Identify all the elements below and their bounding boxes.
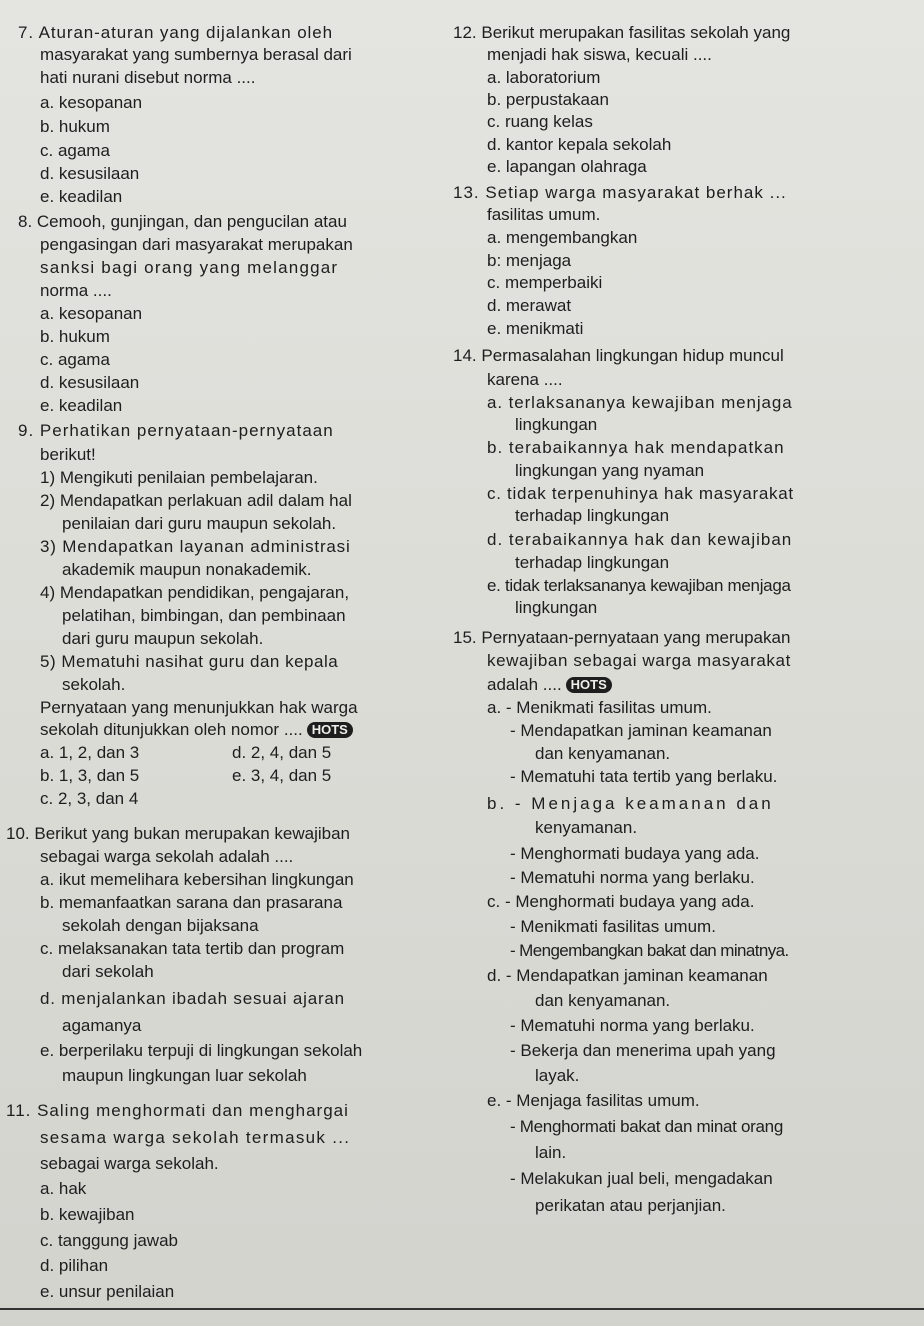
q15-option-b-1: b. - Menjaga keamanan dan <box>487 794 774 813</box>
q14-option-c-1: c. tidak terpenuhinya hak masyarakat <box>487 484 794 503</box>
q13-option-b: b: menjaga <box>487 251 572 270</box>
q9-statement-4c: dari guru maupun sekolah. <box>62 629 264 648</box>
q7-option-c: c. agama <box>40 141 110 160</box>
q10-stem-2: sebagai warga sekolah adalah .... <box>40 847 294 866</box>
q9-option-d: d. 2, 4, dan 5 <box>232 743 332 762</box>
q15-option-b-3: - Menghormati budaya yang ada. <box>510 844 760 863</box>
hots-badge: HOTS <box>566 677 612 693</box>
q15-stem-2: kewajiban sebagai warga masyarakat <box>487 651 791 670</box>
bottom-divider <box>0 1308 924 1310</box>
q15-stem-3-text: adalah .... <box>487 675 562 694</box>
q13-option-e: e. menikmati <box>487 319 584 338</box>
q9-statement-5a: 5) Mematuhi nasihat guru dan kepala <box>40 652 339 671</box>
q15-option-c-3: - Mengembangkan bakat dan minatnya. <box>510 941 789 960</box>
q15-option-d-4: - Bekerja dan menerima upah yang <box>510 1041 776 1060</box>
q8-option-b: b. hukum <box>40 327 110 346</box>
q8-option-e: e. keadilan <box>40 396 123 415</box>
q14-stem-2: karena .... <box>487 370 563 389</box>
q9-statement-5b: sekolah. <box>62 675 126 694</box>
q10-option-d-1: d. menjalankan ibadah sesuai ajaran <box>40 989 345 1008</box>
q12-option-b: b. perpustakaan <box>487 90 609 109</box>
q9-option-b: b. 1, 3, dan 5 <box>40 766 140 785</box>
q11-option-c: c. tanggung jawab <box>40 1231 178 1250</box>
q9-prompt-2 <box>40 720 353 740</box>
q8-stem-1: 8. Cemooh, gunjingan, dan pengucilan atau <box>18 212 347 231</box>
q10-option-c-1: c. melaksanakan tata tertib dan program <box>40 939 345 958</box>
q8-stem-4: norma .... <box>40 281 112 300</box>
q11-option-e: e. unsur penilaian <box>40 1282 175 1301</box>
q9-statement-3b: akademik maupun nonakademik. <box>62 560 312 579</box>
q7-option-e: e. keadilan <box>40 187 123 206</box>
q12-option-a: a. laboratorium <box>487 68 601 87</box>
q14-option-a-2: lingkungan <box>515 415 598 434</box>
q8-option-d: d. kesusilaan <box>40 373 140 392</box>
q12-option-d: d. kantor kepala sekolah <box>487 135 672 154</box>
q11-stem-1: 11. Saling menghormati dan menghargai <box>6 1101 349 1120</box>
q14-stem-1: 14. Permasalahan lingkungan hidup muncul <box>453 346 784 365</box>
q9-prompt-2-text: sekolah ditunjukkan oleh nomor .... <box>40 720 303 739</box>
q15-option-e-3: lain. <box>535 1143 567 1162</box>
q12-option-e: e. lapangan olahraga <box>487 157 647 176</box>
q9-option-a: a. 1, 2, dan 3 <box>40 743 140 762</box>
q13-option-d: d. merawat <box>487 296 572 315</box>
q12-option-c: c. ruang kelas <box>487 112 593 131</box>
q9-statement-4a: 4) Mendapatkan pendidikan, pengajaran, <box>40 583 350 602</box>
q8-stem-3: sanksi bagi orang yang melanggar <box>40 258 339 277</box>
q14-option-a-1: a. terlaksananya kewajiban menjaga <box>487 393 793 412</box>
q10-option-b-2: sekolah dengan bijaksana <box>62 916 259 935</box>
q9-statement-1: 1) Mengikuti penilaian pembelajaran. <box>40 468 318 487</box>
q11-stem-2: sesama warga sekolah termasuk ... <box>40 1128 351 1147</box>
q10-option-e-1: e. berperilaku terpuji di lingkungan sekolah <box>40 1041 363 1060</box>
q9-stem-2: berikut! <box>40 445 96 464</box>
q15-option-a-1: a. - Menikmati fasilitas umum. <box>487 698 712 717</box>
q7-stem-1: 7. Aturan-aturan yang dijalankan oleh <box>18 23 333 42</box>
q11-stem-3: sebagai warga sekolah. <box>40 1154 219 1173</box>
q15-option-e-5: perikatan atau perjanjian. <box>535 1196 726 1215</box>
hots-badge: HOTS <box>307 722 353 738</box>
q15-option-a-3: dan kenyamanan. <box>535 744 671 763</box>
q10-option-d-2: agamanya <box>62 1016 142 1035</box>
q14-option-e-2: lingkungan <box>515 598 598 617</box>
q10-option-b-1: b. memanfaatkan sarana dan prasarana <box>40 893 343 912</box>
q8-option-a: a. kesopanan <box>40 304 143 323</box>
q15-stem-3 <box>487 675 612 695</box>
q8-option-c: c. agama <box>40 350 110 369</box>
q13-stem-1: 13. Setiap warga masyarakat berhak ... <box>453 183 787 202</box>
q14-option-b-2: lingkungan yang nyaman <box>515 461 705 480</box>
q15-stem-1: 15. Pernyataan-pernyataan yang merupakan <box>453 628 791 647</box>
q7-option-a: a. kesopanan <box>40 93 143 112</box>
q10-option-a: a. ikut memelihara kebersihan lingkungan <box>40 870 354 889</box>
q9-statement-2a: 2) Mendapatkan perlakuan adil dalam hal <box>40 491 352 510</box>
q11-option-b: b. kewajiban <box>40 1205 135 1224</box>
q10-stem-1: 10. Berikut yang bukan merupakan kewajiban <box>6 824 350 843</box>
q9-stem-1: 9. Perhatikan pernyataan-pernyataan <box>18 421 334 440</box>
q14-option-e-1: e. tidak terlaksananya kewajiban menjaga <box>487 576 791 595</box>
q10-option-e-2: maupun lingkungan luar sekolah <box>62 1066 307 1085</box>
q15-option-c-1: c. - Menghormati budaya yang ada. <box>487 892 755 911</box>
q9-statement-2b: penilaian dari guru maupun sekolah. <box>62 514 337 533</box>
q11-option-d: d. pilihan <box>40 1256 109 1275</box>
q15-option-a-2: - Mendapatkan jaminan keamanan <box>510 721 772 740</box>
q13-option-a: a. mengembangkan <box>487 228 638 247</box>
q15-option-d-5: layak. <box>535 1066 580 1085</box>
q15-option-a-4: - Mematuhi tata tertib yang berlaku. <box>510 767 778 786</box>
q15-option-d-1: d. - Mendapatkan jaminan keamanan <box>487 966 768 985</box>
q15-option-d-2: dan kenyamanan. <box>535 991 671 1010</box>
q9-statement-3a: 3) Mendapatkan layanan administrasi <box>40 537 351 556</box>
q10-option-c-2: dari sekolah <box>62 962 154 981</box>
q12-stem-1: 12. Berikut merupakan fasilitas sekolah yang <box>453 23 791 42</box>
q9-prompt-1: Pernyataan yang menunjukkan hak warga <box>40 698 358 717</box>
q14-option-c-2: terhadap lingkungan <box>515 506 670 525</box>
q12-stem-2: menjadi hak siswa, kecuali .... <box>487 45 712 64</box>
q14-option-d-1: d. terabaikannya hak dan kewajiban <box>487 530 793 549</box>
q7-option-d: d. kesusilaan <box>40 164 140 183</box>
q13-option-c: c. memperbaiki <box>487 273 603 292</box>
q15-option-b-2: kenyamanan. <box>535 818 638 837</box>
q11-option-a: a. hak <box>40 1179 87 1198</box>
q9-statement-4b: pelatihan, bimbingan, dan pembinaan <box>62 606 346 625</box>
q15-option-d-3: - Mematuhi norma yang berlaku. <box>510 1016 755 1035</box>
q15-option-c-2: - Menikmati fasilitas umum. <box>510 917 716 936</box>
q14-option-b-1: b. terabaikannya hak mendapatkan <box>487 438 785 457</box>
q15-option-e-1: e. - Menjaga fasilitas umum. <box>487 1091 700 1110</box>
q9-option-e: e. 3, 4, dan 5 <box>232 766 332 785</box>
q13-stem-2: fasilitas umum. <box>487 205 601 224</box>
q7-stem-2: masyarakat yang sumbernya berasal dari <box>40 45 352 64</box>
q7-option-b: b. hukum <box>40 117 110 136</box>
q8-stem-2: pengasingan dari masyarakat merupakan <box>40 235 353 254</box>
q15-option-e-4: - Melakukan jual beli, mengadakan <box>510 1169 773 1188</box>
q14-option-d-2: terhadap lingkungan <box>515 553 670 572</box>
q15-option-e-2: - Menghormati bakat dan minat orang <box>510 1117 783 1136</box>
q9-option-c: c. 2, 3, dan 4 <box>40 789 139 808</box>
q7-stem-3: hati nurani disebut norma .... <box>40 68 256 87</box>
q15-option-b-4: - Mematuhi norma yang berlaku. <box>510 868 755 887</box>
